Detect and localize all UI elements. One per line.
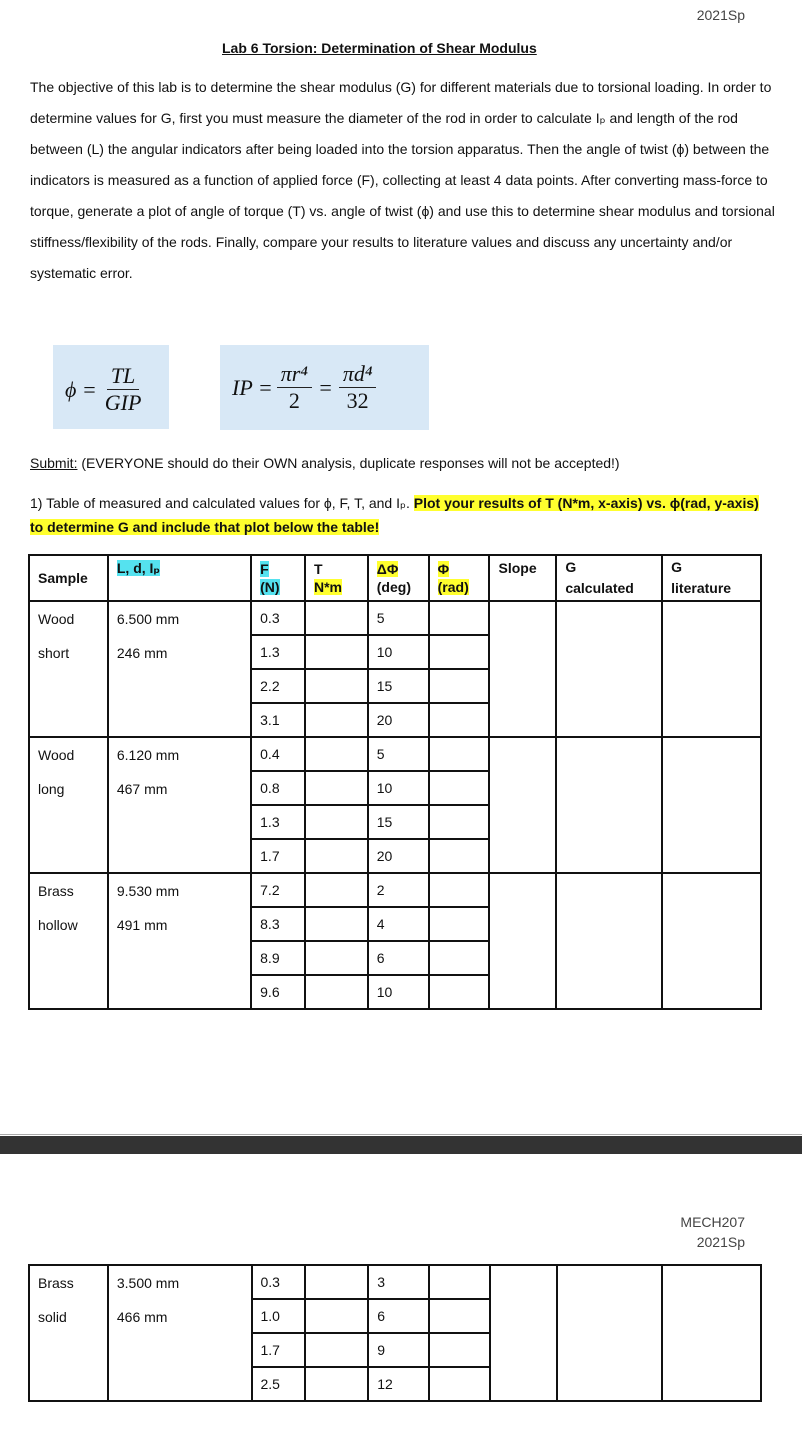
formula2-equals: = [317,374,333,400]
phi-cell [429,805,490,839]
force-cell: 8.3 [251,907,305,941]
phi-cell [429,1299,490,1333]
formula2-denominator-radius: 2 [288,388,300,413]
formula2-numerator-radius: πr⁴ [277,361,312,388]
intro-paragraph: The objective of this lab is to determine the shear modulus (G) for different materials due to torsional loading. In order to determine values for G, first you must measure the diameter of the rod in order to calculate Iₚ and length of the rod between (L) the angular indicators after being loaded into the torsion apparatus. Then the angle of twist (ϕ) between the indicators is measured as a function of applied force (F), collecting at least 4 data points. After converting mass-force to torque, generate a plot of angle of torque (T) vs. angle of twist (ϕ) and use this to determine shear modulus and torsional stiffness/flexibility of the rods. Finally, compare your results to literature values and discuss any uncertainty and/or systematic error. [30,79,775,281]
phi-cell [429,669,490,703]
g-calculated-cell [556,873,662,1009]
torque-cell [305,703,368,737]
formula2-numerator-diameter: πd⁴ [339,361,377,388]
phi-cell [429,839,490,873]
force-cell: 2.5 [252,1367,306,1401]
delta-phi-cell: 3 [368,1265,429,1299]
slope-cell [489,737,556,873]
torque-cell [305,737,368,771]
g-calculated-cell [556,737,662,873]
page-break-line [0,1134,802,1135]
header-torque: T N*m [305,555,368,601]
force-cell: 0.8 [251,771,305,805]
phi-cell [429,1333,490,1367]
force-cell: 1.3 [251,805,305,839]
submit-label: Submit: [30,455,78,471]
sample-cell: Brass solid [29,1265,108,1401]
delta-phi-cell: 5 [368,737,429,771]
g-literature-cell [662,601,761,737]
delta-phi-cell: 6 [368,941,429,975]
page2-term-label: 2021Sp [696,1234,745,1250]
delta-phi-cell: 12 [368,1367,429,1401]
formula-angle-of-twist [53,345,169,429]
submit-note [30,455,620,471]
formula-polar-moment [220,345,429,430]
torque-cell [305,941,368,975]
torque-cell [305,907,368,941]
phi-cell [429,907,490,941]
delta-phi-cell: 15 [368,669,429,703]
table-row [29,1265,761,1299]
delta-phi-cell: 20 [368,839,429,873]
phi-cell [429,635,490,669]
header-slope: Slope [489,555,556,601]
torque-cell [305,771,368,805]
phi-cell [429,601,490,635]
question-1 [30,491,770,539]
torque-cell [305,635,368,669]
submit-text: (EVERYONE should do their OWN analysis, duplicate responses will not be accepted!) [77,455,620,471]
force-cell: 1.3 [251,635,305,669]
force-cell: 2.2 [251,669,305,703]
force-cell: 0.3 [252,1265,306,1299]
phi-cell [429,1265,490,1299]
formula2-denominator-diameter: 32 [346,388,369,413]
header-delta-phi: ΔΦ (deg) [368,555,429,601]
phi-cell [429,737,490,771]
delta-phi-cell: 6 [368,1299,429,1333]
question-1-highlight: Plot your results of T (N*m, x-axis) vs. ϕ(rad, y-axis) to determine G and include that plot below the table! [30,495,759,535]
header-force: F (N) [251,555,305,601]
delta-phi-cell: 20 [368,703,429,737]
page-break-bar [0,1136,802,1154]
delta-phi-cell: 10 [368,635,429,669]
phi-cell [429,975,490,1009]
g-literature-cell [662,1265,761,1401]
header-g-literature: G literature [662,555,761,601]
force-cell: 8.9 [251,941,305,975]
table-row [29,737,761,771]
force-cell: 3.1 [251,703,305,737]
force-cell: 0.3 [251,601,305,635]
force-cell: 9.6 [251,975,305,1009]
term-label: 2021Sp [696,7,745,23]
formula2-lhs: IP = [232,374,273,400]
g-calculated-cell [556,601,662,737]
formula1-denominator: GIP [104,390,142,415]
results-table [28,554,762,1010]
phi-cell [429,771,490,805]
delta-phi-cell: 15 [368,805,429,839]
torque-cell [305,669,368,703]
torque-cell [305,1333,368,1367]
g-literature-cell [662,873,761,1009]
header-g-calculated: G calculated [556,555,662,601]
force-cell: 1.7 [252,1333,306,1367]
phi-cell [429,873,490,907]
sample-cell: Brass hollow [29,873,108,1009]
force-cell: 1.0 [252,1299,306,1333]
slope-cell [489,601,556,737]
formula1-numerator: TL [107,363,139,390]
table-row [29,601,761,635]
header-sample: Sample [29,555,108,601]
course-label: MECH207 [680,1214,745,1230]
g-literature-cell [662,737,761,873]
results-table-continued [28,1264,762,1402]
table-header-row [29,555,761,601]
torque-cell [305,873,368,907]
header-phi: Φ (rad) [429,555,490,601]
delta-phi-cell: 10 [368,771,429,805]
ldip-cell: 9.530 mm 491 mm [108,873,251,1009]
delta-phi-cell: 10 [368,975,429,1009]
torque-cell [305,601,368,635]
delta-phi-cell: 2 [368,873,429,907]
torque-cell [305,1367,368,1401]
g-calculated-cell [557,1265,663,1401]
torque-cell [305,1299,368,1333]
delta-phi-cell: 9 [368,1333,429,1367]
torque-cell [305,1265,368,1299]
page2-header [680,1212,745,1252]
sample-cell: Wood short [29,601,108,737]
ldip-cell: 3.500 mm 466 mm [108,1265,252,1401]
header-ldip: L, d, Iₚ [108,555,251,601]
table-row [29,873,761,907]
force-cell: 1.7 [251,839,305,873]
phi-cell [429,941,490,975]
delta-phi-cell: 4 [368,907,429,941]
delta-phi-cell: 5 [368,601,429,635]
force-cell: 7.2 [251,873,305,907]
slope-cell [490,1265,557,1401]
torque-cell [305,805,368,839]
ldip-cell: 6.120 mm 467 mm [108,737,251,873]
formula1-lhs: ϕ = [65,376,97,402]
torque-cell [305,975,368,1009]
sample-cell: Wood long [29,737,108,873]
question-1-text: 1) Table of measured and calculated values for ϕ, F, T, and Iₚ. [30,495,414,511]
ldip-cell: 6.500 mm 246 mm [108,601,251,737]
phi-cell [429,1367,490,1401]
slope-cell [489,873,556,1009]
torque-cell [305,839,368,873]
phi-cell [429,703,490,737]
force-cell: 0.4 [251,737,305,771]
page-title: Lab 6 Torsion: Determination of Shear Modulus [222,40,537,56]
